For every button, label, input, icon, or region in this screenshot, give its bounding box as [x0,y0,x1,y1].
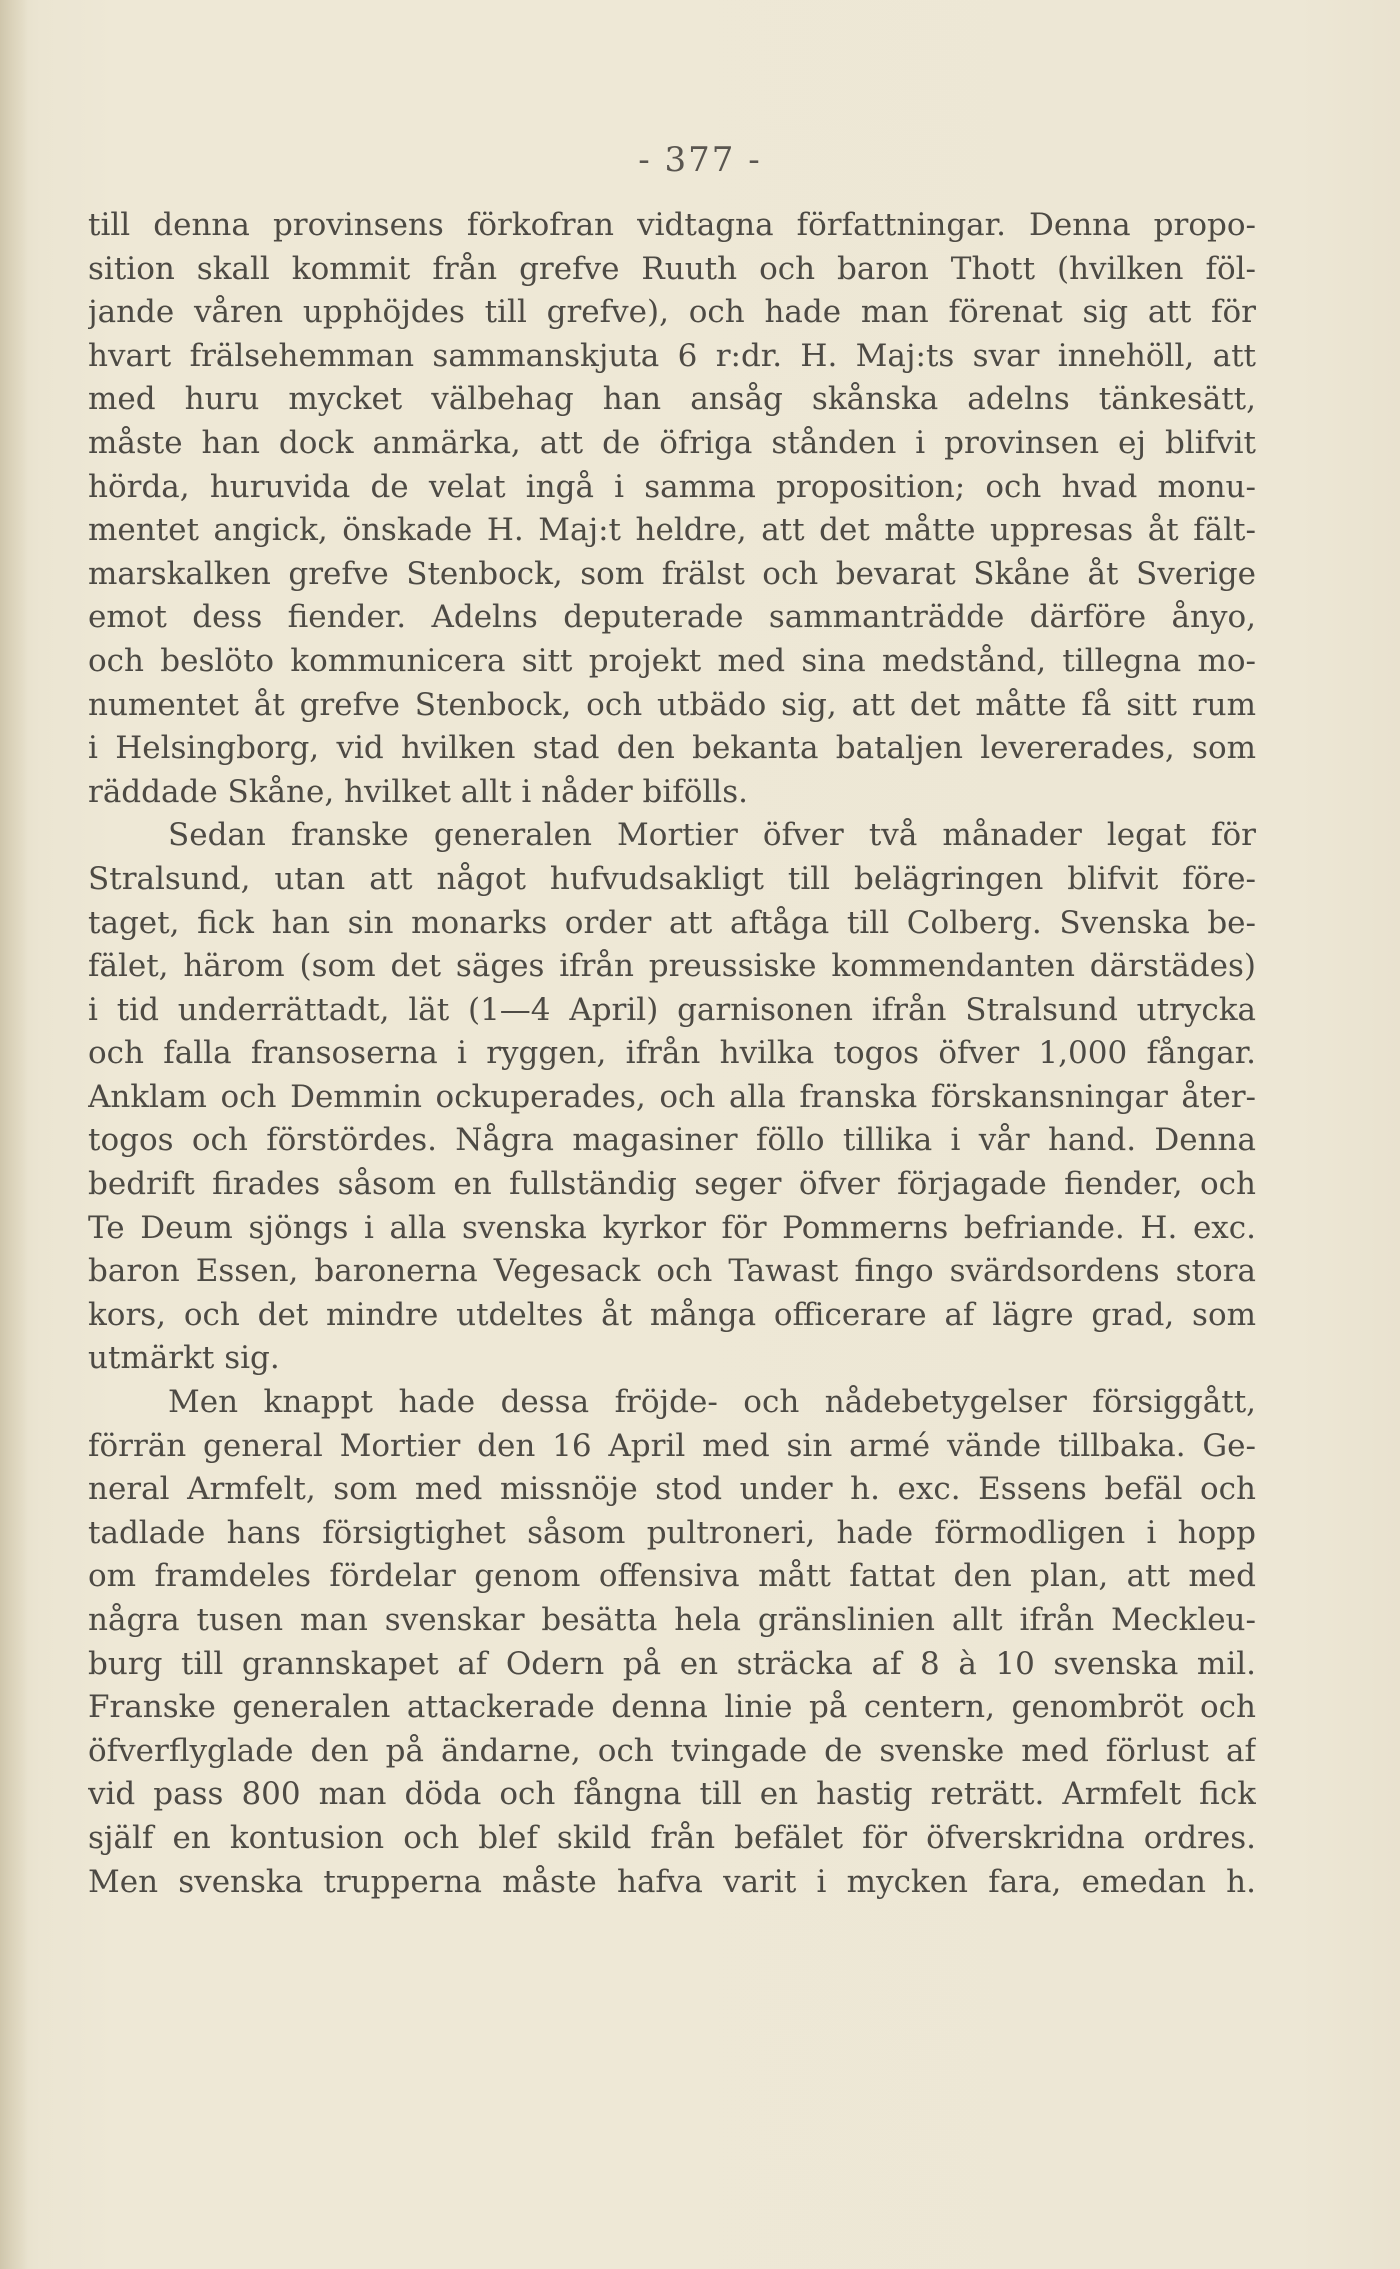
text-line: jande våren upphöjdes till grefve), och hade man förenat sig att för [88,294,1256,331]
text-line: Stralsund, utan att något hufvudsakligt till belägringen blifvit före- [88,860,1256,897]
text-line: om framdeles fördelar genom offensiva mått fattat den plan, att med [88,1558,1256,1595]
page-number: - 377 - [638,140,762,180]
body-text [88,204,1256,1904]
text-line: Anklam och Demmin ockuperades, och alla franska förskansningar åter- [88,1078,1256,1115]
text-line: utmärkt sig. [88,1340,280,1377]
text-line: emot dess fiender. Adelns deputerade sammanträdde därföre ånyo, [88,599,1256,636]
text-line: och falla fransoserna i ryggen, ifrån hvilka togos öfver 1,000 fångar. [88,1035,1256,1072]
text-line: själf en kontusion och blef skild från befälet för öfverskridna ordres. [88,1819,1256,1856]
text-line: förrän general Mortier den 16 April med sin armé vände tillbaka. Ge- [88,1427,1256,1464]
text-line: fälet, härom (som det säges ifrån preussiske kommendanten därstädes) [88,948,1256,985]
text-line: marskalken grefve Stenbock, som frälst och bevarat Skåne åt Sverige [88,555,1256,592]
text-line: räddade Skåne, hvilket allt i nåder bifölls. [88,773,748,810]
text-line: och beslöto kommunicera sitt projekt med sina medstånd, tillegna mo- [88,642,1256,679]
paragraph-start-line: Sedan franske generalen Mortier öfver två månader legat för [168,817,1256,854]
text-line: med huru mycket välbehag han ansåg skånska adelns tänkesätt, [88,381,1256,418]
text-line: några tusen man svenskar besätta hela gränslinien allt ifrån Meckleu- [88,1602,1256,1638]
text-line: kors, och det mindre utdeltes åt många officerare af lägre grad, som [88,1296,1256,1333]
text-line: bedrift firades såsom en fullständig seger öfver förjagade fiender, och [88,1166,1256,1203]
text-line: taget, fick han sin monarks order att aftåga till Colberg. Svenska be- [88,904,1256,941]
text-line: Men svenska trupperna måste hafva varit i mycken fara, emedan h. [88,1863,1256,1900]
text-line: vid pass 800 man döda och fångna till en hastig reträtt. Armfelt fick [88,1776,1256,1813]
text-line: numentet åt grefve Stenbock, och utbädo sig, att det måtte få sitt rum [88,686,1256,723]
text-line: hörda, huruvida de velat ingå i samma proposition; och hvad monu- [88,468,1256,505]
text-line: burg till grannskapet af Odern på en sträcka af 8 à 10 svenska mil. [88,1645,1256,1682]
text-line: togos och förstördes. Några magasiner föllo tillika i vår hand. Denna [88,1122,1256,1159]
text-line: till denna provinsens förkofran vidtagna författningar. Denna propo- [88,207,1256,243]
text-line: hvart frälsehemman sammanskjuta 6 r:dr. H. Maj:ts svar innehöll, att [88,337,1256,374]
text-line: mentet angick, önskade H. Maj:t heldre, att det måtte uppresas åt fält- [88,512,1256,549]
text-line: Franske generalen attackerade denna linie på centern, genombröt och [88,1689,1256,1726]
text-line: måste han dock anmärka, att de öfriga stånden i provinsen ej blifvit [88,424,1256,461]
paragraph-start-line: Men knappt hade dessa fröjde- och nådebetygelser försiggått, [168,1384,1256,1421]
text-line: i tid underrättadt, lät (1—4 April) garnisonen ifrån Stralsund utrycka [88,991,1256,1028]
text-line: tadlade hans försigtighet såsom pultroneri, hade förmodligen i hopp [88,1514,1256,1551]
text-line: öfverflyglade den på ändarne, och tvingade de svenske med förlust af [88,1732,1256,1769]
text-line: sition skall kommit från grefve Ruuth och baron Thott (hvilken föl- [88,250,1256,287]
text-line: Te Deum sjöngs i alla svenska kyrkor för Pommerns befriande. H. exc. [88,1209,1256,1246]
page-spine-shadow [0,0,28,2269]
text-line: i Helsingborg, vid hvilken stad den bekanta bataljen levererades, som [88,730,1256,767]
text-line: baron Essen, baronerna Vegesack och Tawast fingo svärdsordens stora [88,1253,1256,1290]
text-line: neral Armfelt, som med missnöje stod under h. exc. Essens befäl och [88,1471,1256,1508]
